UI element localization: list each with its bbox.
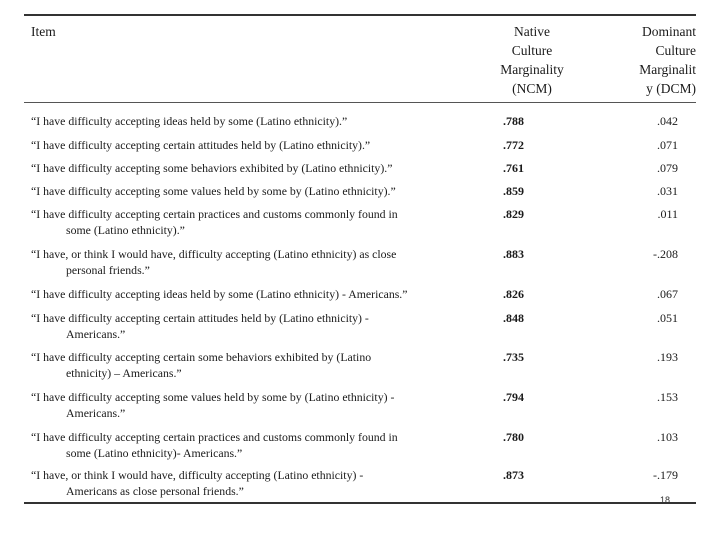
item-line-1: “I have difficulty accepting ideas held by some (Latino ethnicity).” [31,114,348,128]
dcm-value: .067 [657,287,678,301]
item-text [31,206,461,238]
table-bottom-rule [24,502,696,504]
item-line-1: “I have difficulty accepting certain attitudes held by (Latino ethnicity).” [31,138,371,152]
dcm-value: .103 [657,430,678,444]
dcm-value: .042 [657,114,678,128]
item-line-2: Americans as close personal friends.” [66,484,244,498]
ncm-value: .848 [503,311,524,325]
ncm-value: .859 [503,184,524,198]
header-dcm: Dominant Culture Marginalit y (DCM) [639,24,696,96]
item-text [31,246,461,278]
item-line-1: “I have difficulty accepting some behaviors exhibited by (Latino ethnicity).” [31,161,393,175]
item-line-2: some (Latino ethnicity)- Americans.” [66,446,243,460]
item-text [31,467,461,499]
item-line-1: “I have difficulty accepting certain some behaviors exhibited by (Latino [31,350,372,364]
dcm-value: .051 [657,311,678,325]
header-ncm: Native Culture Marginality (NCM) [500,24,564,96]
item-line-2: ethnicity) – Americans.” [66,366,182,380]
item-text [31,286,461,302]
page-number: 18 [660,495,671,505]
dcm-value: -.179 [653,468,678,482]
ncm-value: .829 [503,207,524,221]
dcm-value: .153 [657,390,678,404]
item-text [31,160,461,176]
item-line-1: “I have difficulty accepting certain practices and customs commonly found in [31,207,398,221]
table-top-rule [24,14,696,16]
item-text [31,310,461,342]
item-line-1: “I have difficulty accepting ideas held by some (Latino ethnicity) - Americans.” [31,287,408,301]
dcm-value: .079 [657,161,678,175]
dcm-value: -.208 [653,247,678,261]
ncm-value: .826 [503,287,524,301]
item-line-1: “I have difficulty accepting some values held by some by (Latino ethnicity).” [31,184,396,198]
item-line-1: “I have, or think I would have, difficulty accepting (Latino ethnicity) as close [31,247,397,261]
ncm-value: .873 [503,468,524,482]
ncm-value: .780 [503,430,524,444]
item-line-2: Americans.” [66,406,126,420]
ncm-value: .735 [503,350,524,364]
ncm-value: .883 [503,247,524,261]
ncm-value: .794 [503,390,524,404]
ncm-value: .772 [503,138,524,152]
ncm-value: .761 [503,161,524,175]
item-text [31,113,461,129]
item-text [31,137,461,153]
item-line-1: “I have difficulty accepting certain attitudes held by (Latino ethnicity) - [31,311,369,325]
item-text [31,429,461,461]
dcm-value: .193 [657,350,678,364]
dcm-value: .011 [657,207,678,221]
ncm-value: .788 [503,114,524,128]
dcm-value: .031 [657,184,678,198]
item-line-2: personal friends.” [66,263,150,277]
dcm-value: .071 [657,138,678,152]
item-text [31,183,461,199]
header-item: Item [31,24,56,39]
item-line-1: “I have, or think I would have, difficulty accepting (Latino ethnicity) - [31,468,364,482]
item-text [31,349,461,381]
header-divider-rule [24,102,696,103]
item-line-2: some (Latino ethnicity).” [66,223,185,237]
item-line-1: “I have difficulty accepting some values held by some by (Latino ethnicity) - [31,390,395,404]
item-line-1: “I have difficulty accepting certain practices and customs commonly found in [31,430,398,444]
item-text [31,389,461,421]
item-line-2: Americans.” [66,327,126,341]
